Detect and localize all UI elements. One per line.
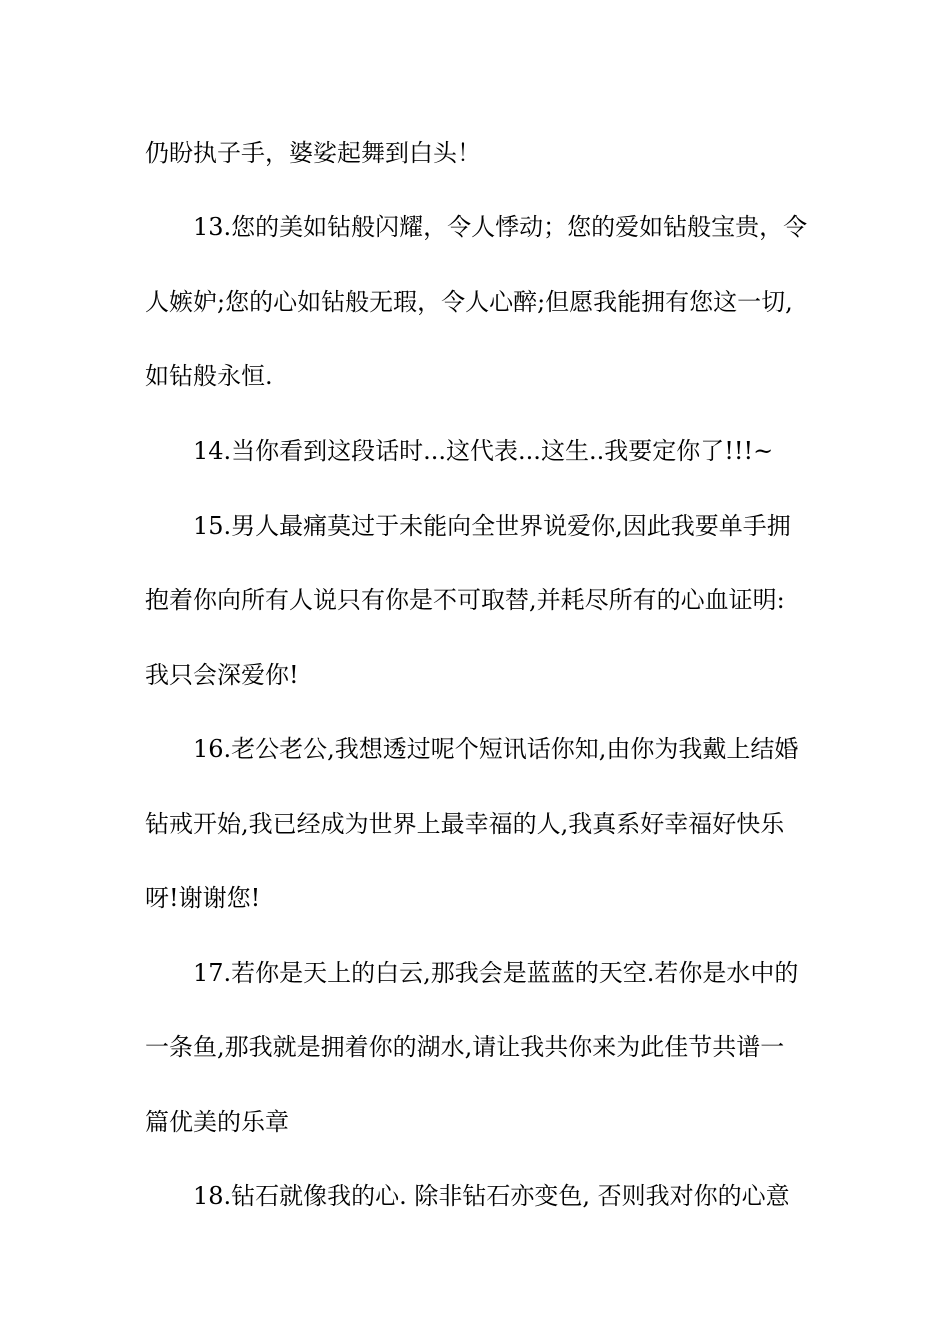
list-item-14: 14.当你看到这段话时...这代表...这生..我要定你了!!!~ — [193, 437, 774, 465]
text-line: 仍盼执子手，婆娑起舞到白头！ — [145, 139, 481, 167]
text-line: 我只会深爱你! — [145, 661, 299, 689]
list-item-17: 17.若你是天上的白云,那我会是蓝蓝的天空.若你是水中的 — [193, 959, 799, 987]
text-line: 钻戒开始,我已经成为世界上最幸福的人,我真系好幸福好快乐 — [145, 810, 785, 838]
text-line: 一条鱼,那我就是拥着你的湖水,请让我共你来为此佳节共谱一 — [145, 1033, 785, 1061]
list-item-18: 18.钻石就像我的心. 除非钻石亦变色, 否则我对你的心意 — [193, 1182, 790, 1210]
text-line: 人嫉妒;您的心如钻般无瑕，令人心醉;但愿我能拥有您这一切, — [145, 288, 793, 316]
text-line: 篇优美的乐章 — [145, 1108, 289, 1136]
text-line: 抱着你向所有人说只有你是不可取替,并耗尽所有的心血证明: — [145, 586, 785, 614]
list-item-15: 15.男人最痛莫过于未能向全世界说爱你,因此我要单手拥 — [193, 512, 791, 540]
list-item-16: 16.老公老公,我想透过呢个短讯话你知,由你为我戴上结婚 — [193, 735, 799, 763]
list-item-13: 13.您的美如钻般闪耀，令人悸动；您的爱如钻般宝贵，令 — [193, 213, 808, 241]
text-line: 如钻般永恒. — [145, 362, 273, 390]
text-line: 呀!谢谢您! — [145, 884, 261, 912]
